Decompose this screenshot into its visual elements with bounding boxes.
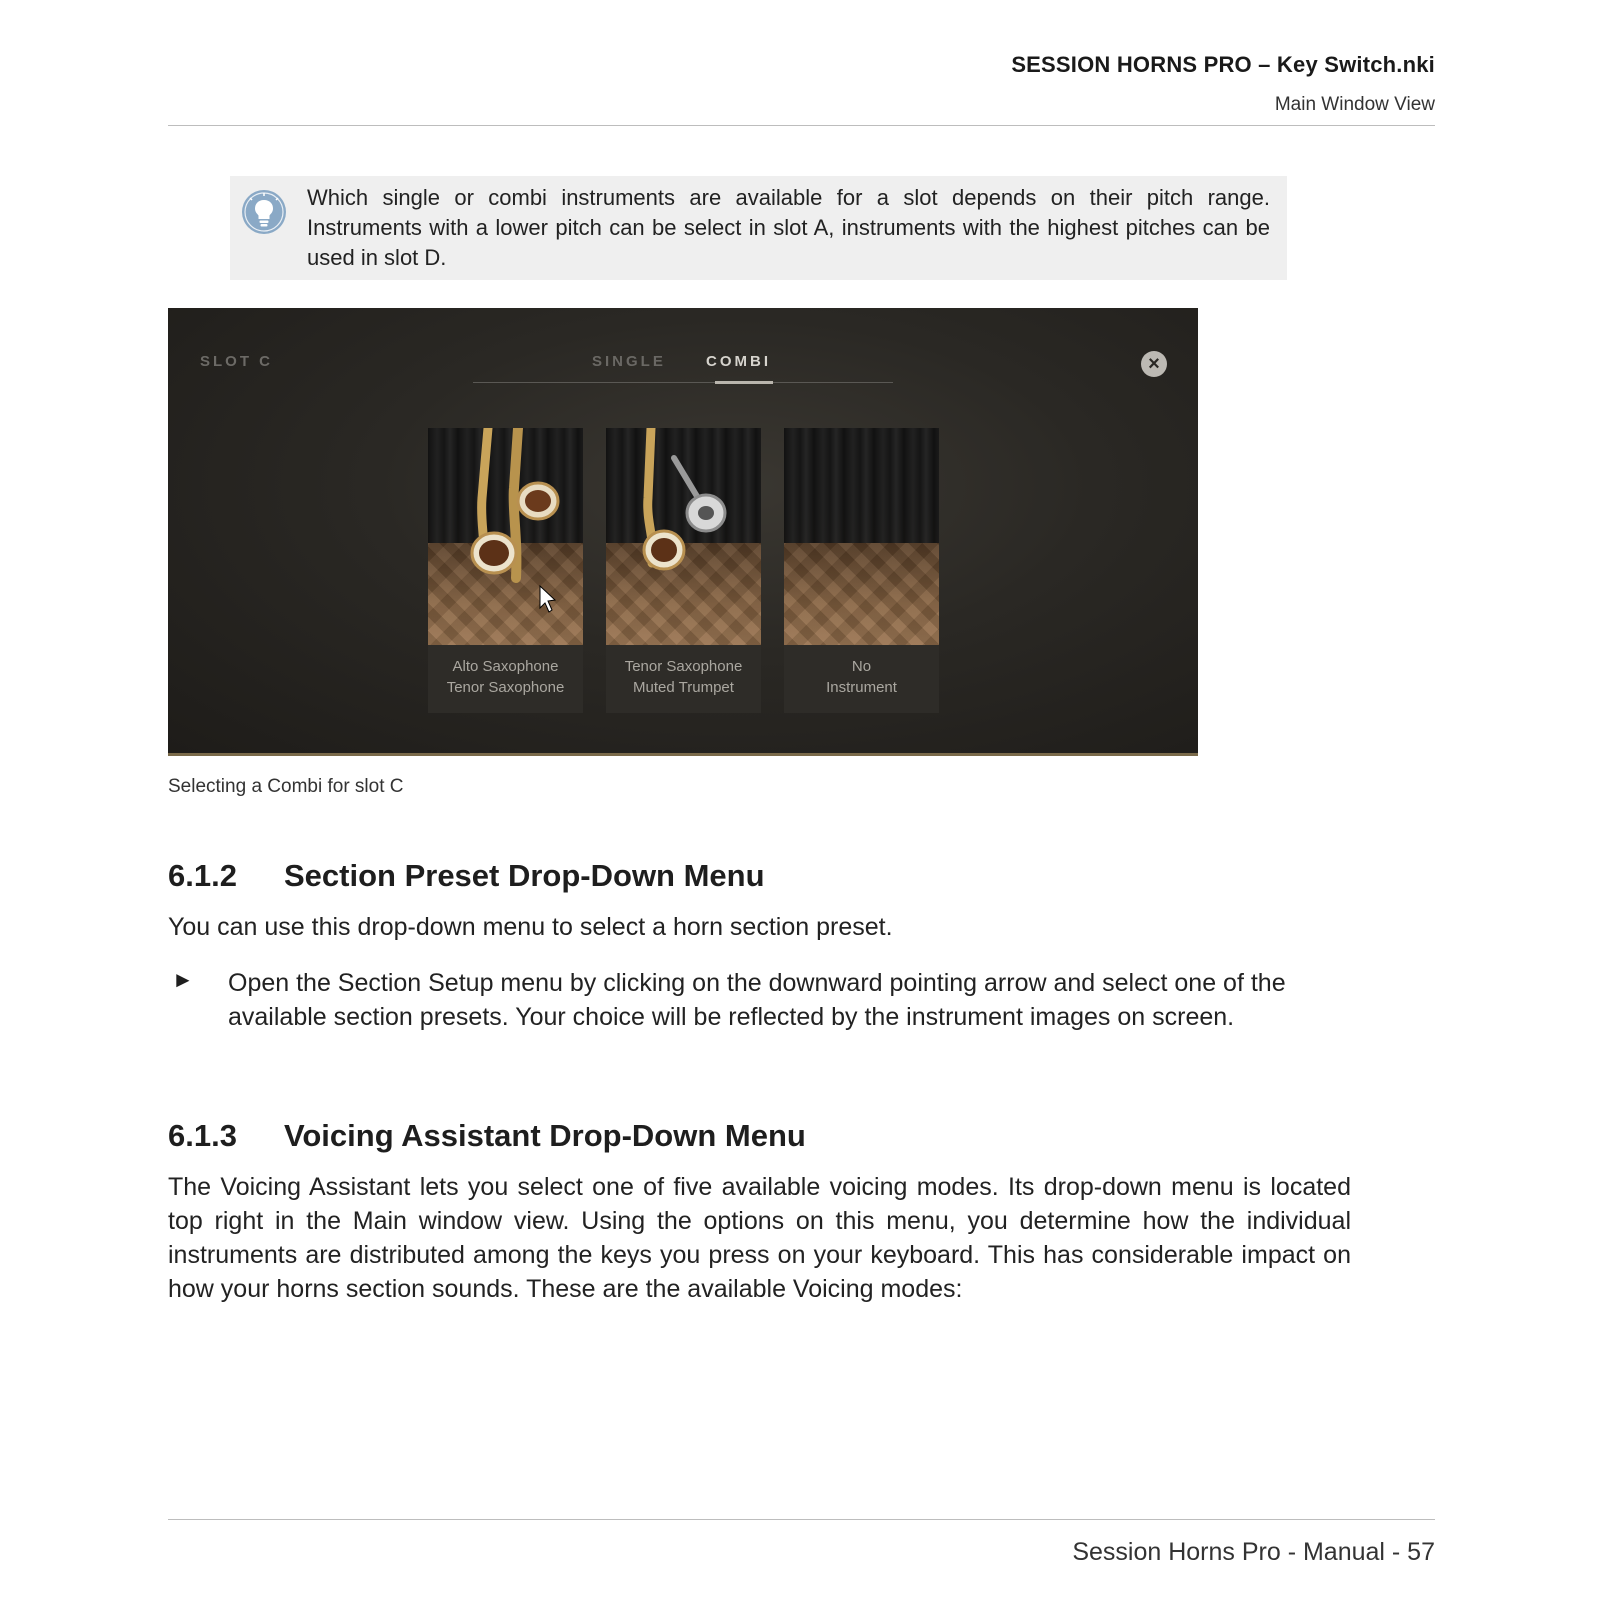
section-613-body: The Voicing Assistant lets you select one of five available voicing modes. Its drop-down menu is located top right in the Main window view. Using the options on this menu, you determine how the individual instruments are distributed among the keys you press on your keyboard. This has considerable impact on how your horns section sounds. These are the available Voicing modes: <box>168 1173 1351 1303</box>
tab-divider <box>473 382 893 383</box>
section-title: Voicing Assistant Drop-Down Menu <box>284 1118 806 1153</box>
figure-caption: Selecting a Combi for slot C <box>168 776 404 797</box>
section-heading-612 <box>168 858 765 894</box>
instrument-image <box>606 428 761 645</box>
header-divider <box>168 125 1435 126</box>
section-number: 6.1.2 <box>168 858 237 893</box>
tab-combi[interactable]: COMBI <box>706 353 771 370</box>
instrument-card[interactable] <box>428 428 583 718</box>
slot-label: SLOT C <box>200 353 273 370</box>
combi-slot-screenshot <box>168 308 1198 756</box>
tab-active-underline <box>715 381 773 384</box>
section-612-intro: You can use this drop-down menu to select a horn section preset. <box>168 913 893 941</box>
tab-single[interactable]: SINGLE <box>592 353 666 370</box>
instrument-caption: Alto Saxophone Tenor Saxophone <box>428 645 583 713</box>
bullet-arrow-icon: ► <box>172 967 194 992</box>
page-header-subtitle: Main Window View <box>1274 94 1435 115</box>
instrument-caption: Tenor Saxophone Muted Trumpet <box>606 645 761 713</box>
instrument-image <box>784 428 939 645</box>
footer-divider <box>168 1519 1435 1520</box>
section-title: Section Preset Drop-Down Menu <box>284 858 765 893</box>
instrument-card[interactable] <box>606 428 761 718</box>
instrument-card[interactable] <box>784 428 939 718</box>
section-612-bullet: Open the Section Setup menu by clicking on the downward pointing arrow and select one of the available section presets. Your choice will be reflected by the instrument images on screen. <box>228 969 1286 1031</box>
saxophone-trumpet-icon <box>606 428 761 645</box>
section-number: 6.1.3 <box>168 1118 237 1153</box>
instrument-image <box>428 428 583 645</box>
page-header-title: SESSION HORNS PRO – Key Switch.nki <box>1011 52 1435 77</box>
tip-box <box>230 176 1287 280</box>
instrument-caption: No Instrument <box>784 645 939 713</box>
lightbulb-icon <box>240 188 288 236</box>
tip-text: Which single or combi instruments are available for a slot depends on their pitch range. Instruments with a lower pitch can be select in slot A, instruments with the highest pitches can be used in slot D. <box>307 185 1270 270</box>
saxophone-icon <box>428 428 583 645</box>
section-heading-613 <box>168 1118 806 1154</box>
close-icon[interactable]: × <box>1141 351 1167 377</box>
page-footer: Session Horns Pro - Manual - 57 <box>1072 1538 1435 1566</box>
